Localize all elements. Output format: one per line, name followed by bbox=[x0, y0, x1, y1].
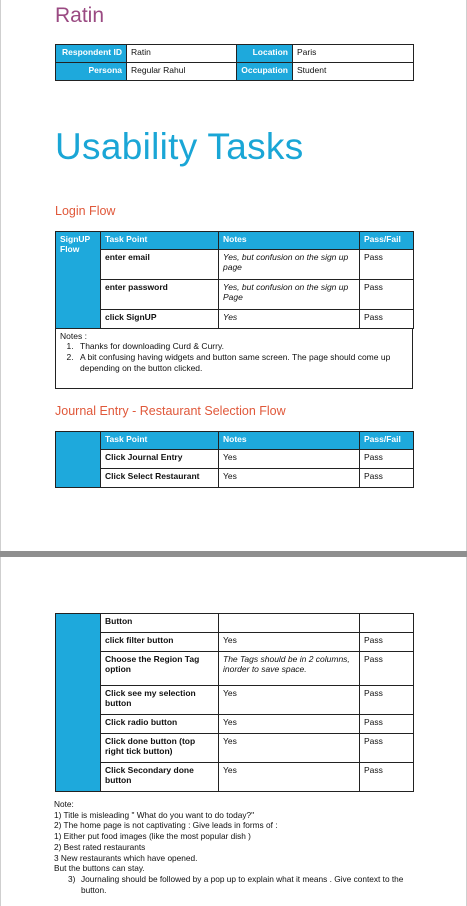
location-label: Location bbox=[237, 45, 293, 63]
notes-cell: Yes, but confusion on the sign up page bbox=[219, 250, 360, 280]
result-cell bbox=[360, 614, 414, 633]
task-cell: Click see my selection button bbox=[101, 686, 219, 715]
note-line: But the buttons can stay. bbox=[54, 863, 145, 874]
notes-cell: Yes bbox=[219, 310, 360, 329]
header-pass-fail: Pass/Fail bbox=[360, 232, 414, 250]
notes-cell: Yes bbox=[219, 469, 360, 488]
header-notes: Notes bbox=[219, 232, 360, 250]
occupation-value: Student bbox=[293, 63, 414, 81]
persona-value: Regular Rahul bbox=[127, 63, 237, 81]
result-cell: Pass bbox=[360, 763, 414, 792]
note-number: 3) bbox=[68, 873, 76, 884]
task-cell: Click Journal Entry bbox=[101, 450, 219, 469]
table-row bbox=[56, 280, 414, 310]
task-cell: enter password bbox=[101, 280, 219, 310]
table-row bbox=[56, 250, 414, 280]
notes-cell: The Tags should be in 2 columns, inorder to save space. bbox=[219, 652, 360, 686]
note-line: 1) Title is misleading " What do you want to do today?" bbox=[54, 809, 255, 820]
flow-label-cell bbox=[56, 432, 101, 488]
location-value: Paris bbox=[293, 45, 414, 63]
notes-cell: Yes bbox=[219, 715, 360, 734]
respondent-id-label: Respondent ID bbox=[56, 45, 127, 63]
note-line: 2) The home page is not captivating : Give leads in forms of : bbox=[54, 820, 278, 831]
task-cell: Click radio button bbox=[101, 715, 219, 734]
result-cell: Pass bbox=[360, 715, 414, 734]
header-pass-fail: Pass/Fail bbox=[360, 432, 414, 450]
table-row bbox=[56, 715, 414, 734]
notes-cell: Yes bbox=[219, 450, 360, 469]
notes-cell: Yes, but confusion on the sign up Page bbox=[219, 280, 360, 310]
table-row bbox=[56, 450, 414, 469]
login-flow-title: Login Flow bbox=[55, 204, 116, 218]
table-row bbox=[56, 763, 414, 792]
task-cell: click filter button bbox=[101, 633, 219, 652]
table-row bbox=[56, 652, 414, 686]
task-cell: Click Secondary done button bbox=[101, 763, 219, 792]
bottom-notes bbox=[54, 799, 414, 895]
note-line: 1) Either put food images (like the most popular dish ) bbox=[54, 831, 251, 842]
task-cell: click SignUP bbox=[101, 310, 219, 329]
respondent-id-value: Ratin bbox=[127, 45, 237, 63]
flow-label-cell bbox=[56, 614, 101, 792]
table-row bbox=[56, 734, 414, 763]
note-item-3 bbox=[54, 874, 414, 895]
notes-list bbox=[76, 341, 408, 374]
result-cell: Pass bbox=[360, 469, 414, 488]
notes-label: Note: bbox=[54, 799, 74, 809]
occupation-label: Occupation bbox=[237, 63, 293, 81]
note-item: 2. A bit confusing having widgets and button same screen. The page should come up depending on the button clicked. bbox=[76, 352, 408, 374]
notes-cell bbox=[219, 614, 360, 633]
page-title: Usability Tasks bbox=[55, 126, 304, 167]
result-cell: Pass bbox=[360, 686, 414, 715]
result-cell: Pass bbox=[360, 633, 414, 652]
task-cell: Choose the Region Tag option bbox=[101, 652, 219, 686]
header-notes: Notes bbox=[219, 432, 360, 450]
result-cell: Pass bbox=[360, 652, 414, 686]
notes-cell: Yes bbox=[219, 686, 360, 715]
notes-cell: Yes bbox=[219, 633, 360, 652]
journal-flow-table bbox=[55, 431, 414, 488]
task-cell: Button bbox=[101, 614, 219, 633]
result-cell: Pass bbox=[360, 250, 414, 280]
header-task-point: Task Point bbox=[101, 432, 219, 450]
note-line: 2) Best rated restaurants bbox=[54, 841, 146, 852]
notes-label: Notes : bbox=[60, 331, 87, 341]
task-cell: enter email bbox=[101, 250, 219, 280]
login-notes-box bbox=[55, 328, 413, 389]
result-cell: Pass bbox=[360, 450, 414, 469]
continued-flow-table bbox=[55, 613, 414, 792]
login-flow-table bbox=[55, 231, 414, 329]
table-row bbox=[56, 686, 414, 715]
table-row bbox=[56, 614, 414, 633]
persona-label: Persona bbox=[56, 63, 127, 81]
task-cell: Click Select Restaurant bbox=[101, 469, 219, 488]
result-cell: Pass bbox=[360, 734, 414, 763]
notes-cell: Yes bbox=[219, 734, 360, 763]
journal-flow-title: Journal Entry - Restaurant Selection Flow bbox=[55, 404, 286, 418]
signup-flow-label: SignUP Flow bbox=[56, 232, 101, 329]
note-text: Journaling should be followed by a pop up to explain what it means . Give context to the button. bbox=[81, 873, 404, 895]
notes-cell: Yes bbox=[219, 763, 360, 792]
header-task-point: Task Point bbox=[101, 232, 219, 250]
task-cell: Click done button (top right tick button) bbox=[101, 734, 219, 763]
table-row bbox=[56, 469, 414, 488]
note-line: 3 New restaurants which have opened. bbox=[54, 852, 198, 863]
respondent-info-table bbox=[55, 44, 414, 81]
result-cell: Pass bbox=[360, 310, 414, 329]
table-row bbox=[56, 633, 414, 652]
result-cell: Pass bbox=[360, 280, 414, 310]
respondent-name-title: Ratin bbox=[55, 4, 105, 27]
table-row bbox=[56, 310, 414, 329]
note-item: 1. Thanks for downloading Curd & Curry. bbox=[76, 341, 408, 352]
